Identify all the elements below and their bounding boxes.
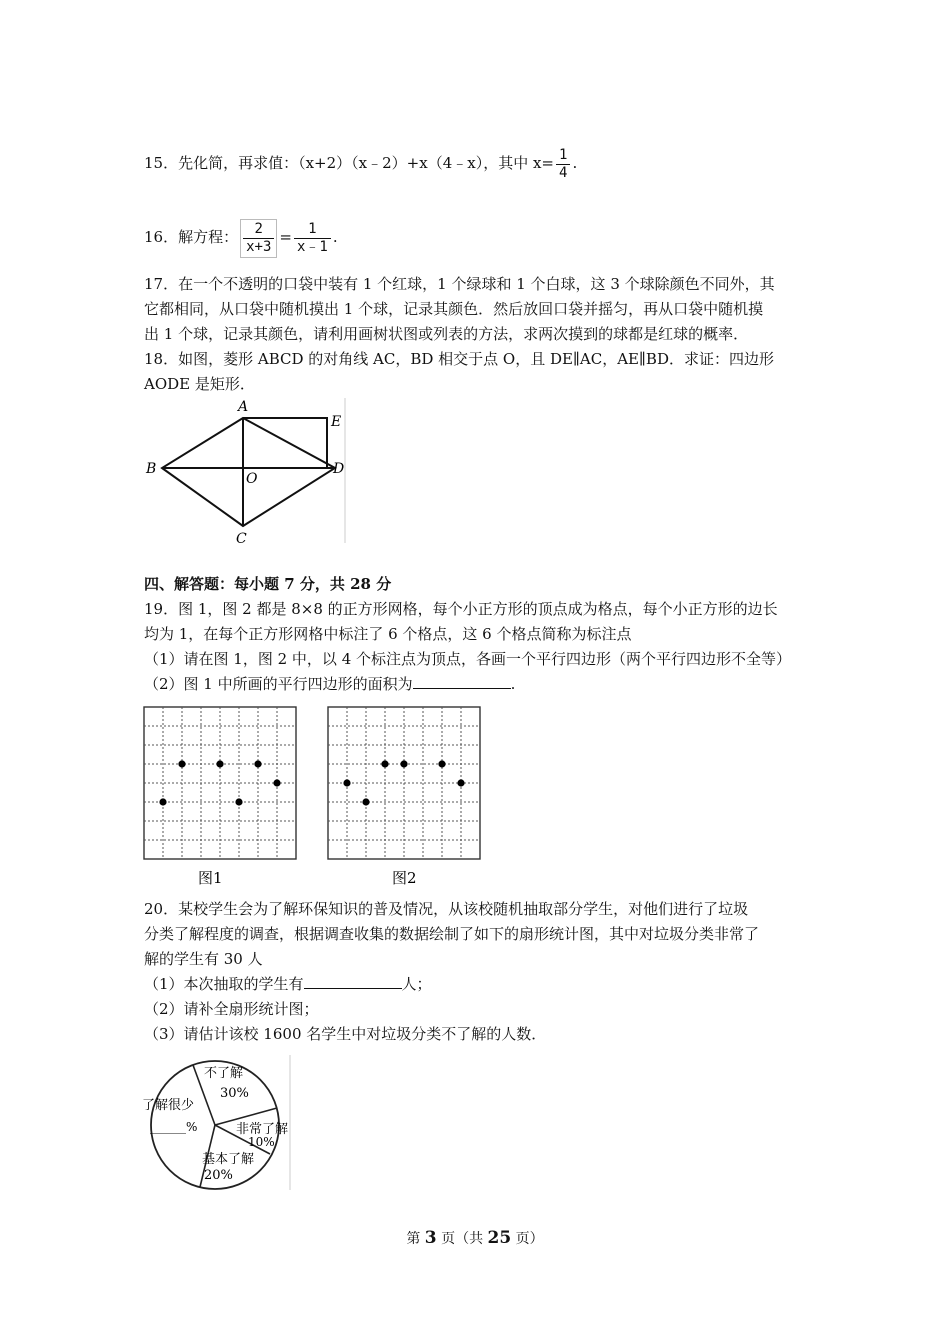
marked-lattice-point <box>254 760 261 767</box>
marked-lattice-point <box>457 779 464 786</box>
question-18: 18．如图，菱形 ABCD 的对角线 AC，BD 相交于点 O，且 DE∥AC，AE∥BD．求证：四边形 AODE 是矩形． <box>144 350 774 393</box>
fig1-caption: 图1 <box>198 869 223 887</box>
rhombus-figure <box>140 398 350 548</box>
marked-lattice-point <box>235 798 242 805</box>
q15-text: 15．先化简，再求值：（x+2）（x﹣2）+x（4﹣x），其中 x= <box>144 154 554 172</box>
pie-chart <box>140 1055 300 1193</box>
answer-blank-count[interactable] <box>304 972 402 989</box>
q15-fraction: $\frac{1}{4}$ <box>556 147 570 182</box>
slice-label: 基本了解 <box>202 1152 255 1167</box>
grid-lines <box>144 707 296 859</box>
label-b: B <box>146 461 157 477</box>
grid-figure-2 <box>326 705 486 890</box>
label-e: E <box>331 414 342 430</box>
label-d: D <box>333 461 345 477</box>
question-20: 20．某校学生会为了解环保知识的普及情况，从该校随机抽取部分学生，对他们进行了垃圾 分类了解程度的调查，根据调查收集的数据绘制了如下的扇形统计图，其中对垃圾分类非常了 解的学生有 30 人 （1）本次抽取的学生有 人； （2）请补全扇形统计图； （3）请估计该校 1600 名学生中对垃圾分类不了解的人数． <box>144 900 760 1043</box>
question-16: 16．解方程： $\frac{2}{x+3}$ = $\frac{1}{x﹣1}$ . <box>144 218 814 258</box>
grid-lines <box>328 707 480 859</box>
marked-lattice-point <box>178 760 185 767</box>
page-footer: 第 3 页（共 25 页） <box>406 1228 544 1248</box>
q16-rhs-fraction: $\frac{1}{x﹣1}$ <box>294 221 331 256</box>
label-c: C <box>236 531 247 547</box>
label-a: A <box>238 399 249 415</box>
question-17: 17．在一个不透明的口袋中装有 1 个红球，1 个绿球和 1 个白球，这 3 个球除颜色不同外，其 它都相同，从口袋中随机摸出 1 个球，记录其颜色．然后放回口袋并摇匀，再从口袋中随机摸 出 1 个球，记录其颜色，请利用画树状图或列表的方法，求两次摸到的球都是红球的概率． <box>144 275 775 343</box>
slice-label: 不了解 <box>204 1066 244 1081</box>
slice-value: 10% <box>248 1135 275 1149</box>
q16-lhs-fraction: $\frac{2}{x+3}$ <box>240 219 277 258</box>
marked-lattice-point <box>400 760 407 767</box>
section-4-title: 四、解答题：每小题 7 分，共 28 分 <box>144 575 392 593</box>
page-number: 3 <box>424 1228 437 1248</box>
fig2-caption: 图2 <box>392 869 417 887</box>
slice-value: ______% <box>150 1120 198 1134</box>
question-19: 19．图 1，图 2 都是 8×8 的正方形网格，每个小正方形的顶点成为格点，每个小正方形的边长 均为 1，在每个正方形网格中标注了 6 个格点，这 6 个格点简称为标注点 （1）请在图 1，图 2 中，以 4 个标注点为顶点，各画一个平行四边形（两个平行四边形不全等） （2）图 1 中所画的平行四边形的面积为 . <box>144 600 792 693</box>
marked-lattice-point <box>438 760 445 767</box>
marked-lattice-point <box>381 760 388 767</box>
q16-text: 16．解方程： <box>144 228 239 246</box>
slice-label: 非常了解 <box>236 1122 289 1137</box>
slice-label: 了解很少 <box>142 1098 195 1113</box>
question-15: 15．先化简，再求值：（x+2）（x﹣2）+x（4﹣x），其中 x= $\frac{1}{4}$ . <box>144 146 578 181</box>
answer-blank-area[interactable] <box>413 672 511 689</box>
grid-figure-1 <box>142 705 302 890</box>
slice-value: 30% <box>220 1086 249 1101</box>
marked-lattice-point <box>159 798 166 805</box>
marked-lattice-point <box>362 798 369 805</box>
marked-lattice-point <box>343 779 350 786</box>
marked-lattice-point <box>273 779 280 786</box>
slice-value: 20% <box>204 1168 233 1183</box>
marked-lattice-point <box>216 760 223 767</box>
page-total: 25 <box>487 1228 512 1248</box>
label-o: O <box>246 471 258 487</box>
